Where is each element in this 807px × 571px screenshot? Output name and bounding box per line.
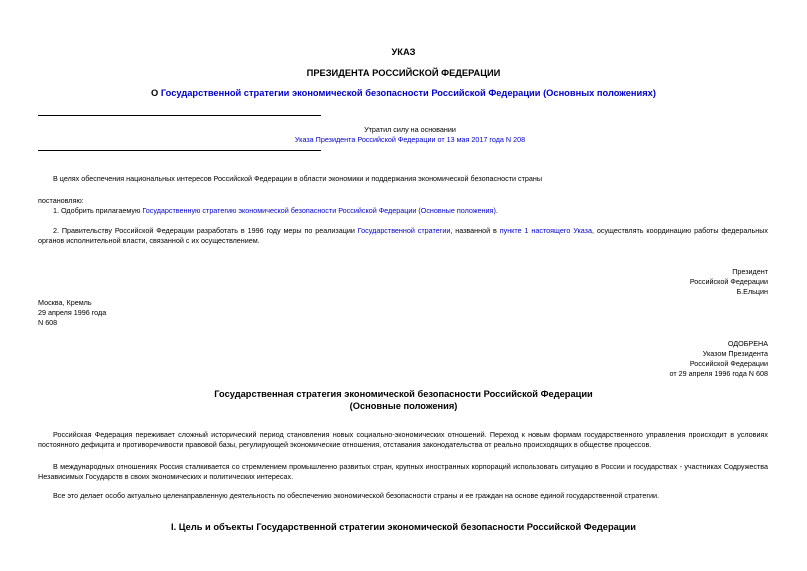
signing-date: 29 апреля 1996 года [38,308,107,317]
signature-position: Президент [732,267,768,276]
strategy-link[interactable]: Государственной стратегии [357,226,451,235]
point-2-text-a: 2. Правительству Российской Федерации разработать в 1996 году меры по реализации [53,226,358,235]
approval-line-2: Указом Президента [702,349,768,358]
divider-bottom [38,150,321,151]
point-1-link[interactable]: пункте 1 настоящего Указа [499,226,592,235]
approval-line-4: от 29 апреля 1996 года N 608 [669,369,768,378]
repeal-decree-link[interactable]: Указа Президента Российской Федерации от 13 мая 2017 года N 208 [294,135,526,144]
repeal-status [210,125,610,145]
approval-label: ОДОБРЕНА [727,339,768,348]
decree-subtitle: ПРЕЗИДЕНТА РОССИЙСКОЙ ФЕДЕРАЦИИ [306,68,501,78]
decree-word: постановляю: [38,196,84,205]
signing-place: Москва, Кремль [38,298,92,307]
place-date-block [38,298,238,328]
signature-country: Российской Федерации [689,277,768,286]
signature-name: Б.Ельцин [736,287,768,296]
decree-title: УКАЗ [391,47,416,57]
point-1 [53,206,773,216]
decree-about [0,88,807,98]
decree-number: N 608 [38,318,58,327]
strategy-paragraph-3: Все это делает особо актуально целенаправленную деятельность по обеспечению экономической безопасности страны и ее граждан на основе единой государственной стратегии. [53,491,659,500]
strategy-paragraph-2: В международных отношениях Россия сталкивается со стремлением промышленно развитых стран, крупных иностранных корпораций использовать ситуацию в России и государствах - участниках Содружества Независимых Государств в своих экономических и политических интересах. [38,462,768,481]
signature-block [468,267,768,297]
divider-top [38,115,321,116]
point-2 [38,226,768,246]
point-1-text: 1. Одобрить прилагаемую [53,206,143,215]
intro-paragraph: В целях обеспечения национальных интересов Российской Федерации в области экономики и поддержания экономической безопасности страны [53,174,543,183]
strategy-heading-subtitle: (Основные положения) [349,401,458,411]
repeal-status-text: Утратил силу на основании [364,125,456,134]
point-1-end: . [495,206,498,215]
point-2-text-c: , осуществлять координацию работы федеральных органов исполнительной власти, связанной с их осуществлением. [38,226,768,245]
approval-line-3: Российской Федерации [689,359,768,368]
strategy-paragraph-1: Российская Федерация переживает сложный исторический период становления новых социально-экономических отношений. Переход к новым формам государственного управления происходит в условиях постоянного дефицита и противоречивости правовой базы, регулирующей экономические отношения, отставания законодательства от реально происходящих в обществе процессов. [38,430,768,449]
approval-block [468,339,768,379]
section-1-heading: I. Цель и объекты Государственной стратегии экономической безопасности Российской Федерации [171,522,636,532]
strategy-title-link[interactable]: Государственной стратегии экономической безопасности Российской Федерации (Основных положениях) [160,88,656,98]
strategy-heading-title: Государственная стратегия экономической безопасности Российской Федерации [214,389,593,399]
decree-about-prefix: О [151,88,161,98]
point-2-text-b: , названной в [450,226,500,235]
approved-strategy-link[interactable]: Государственную стратегию экономической безопасности Российской Федерации (Основные положения) [142,206,496,215]
strategy-heading [0,388,807,412]
